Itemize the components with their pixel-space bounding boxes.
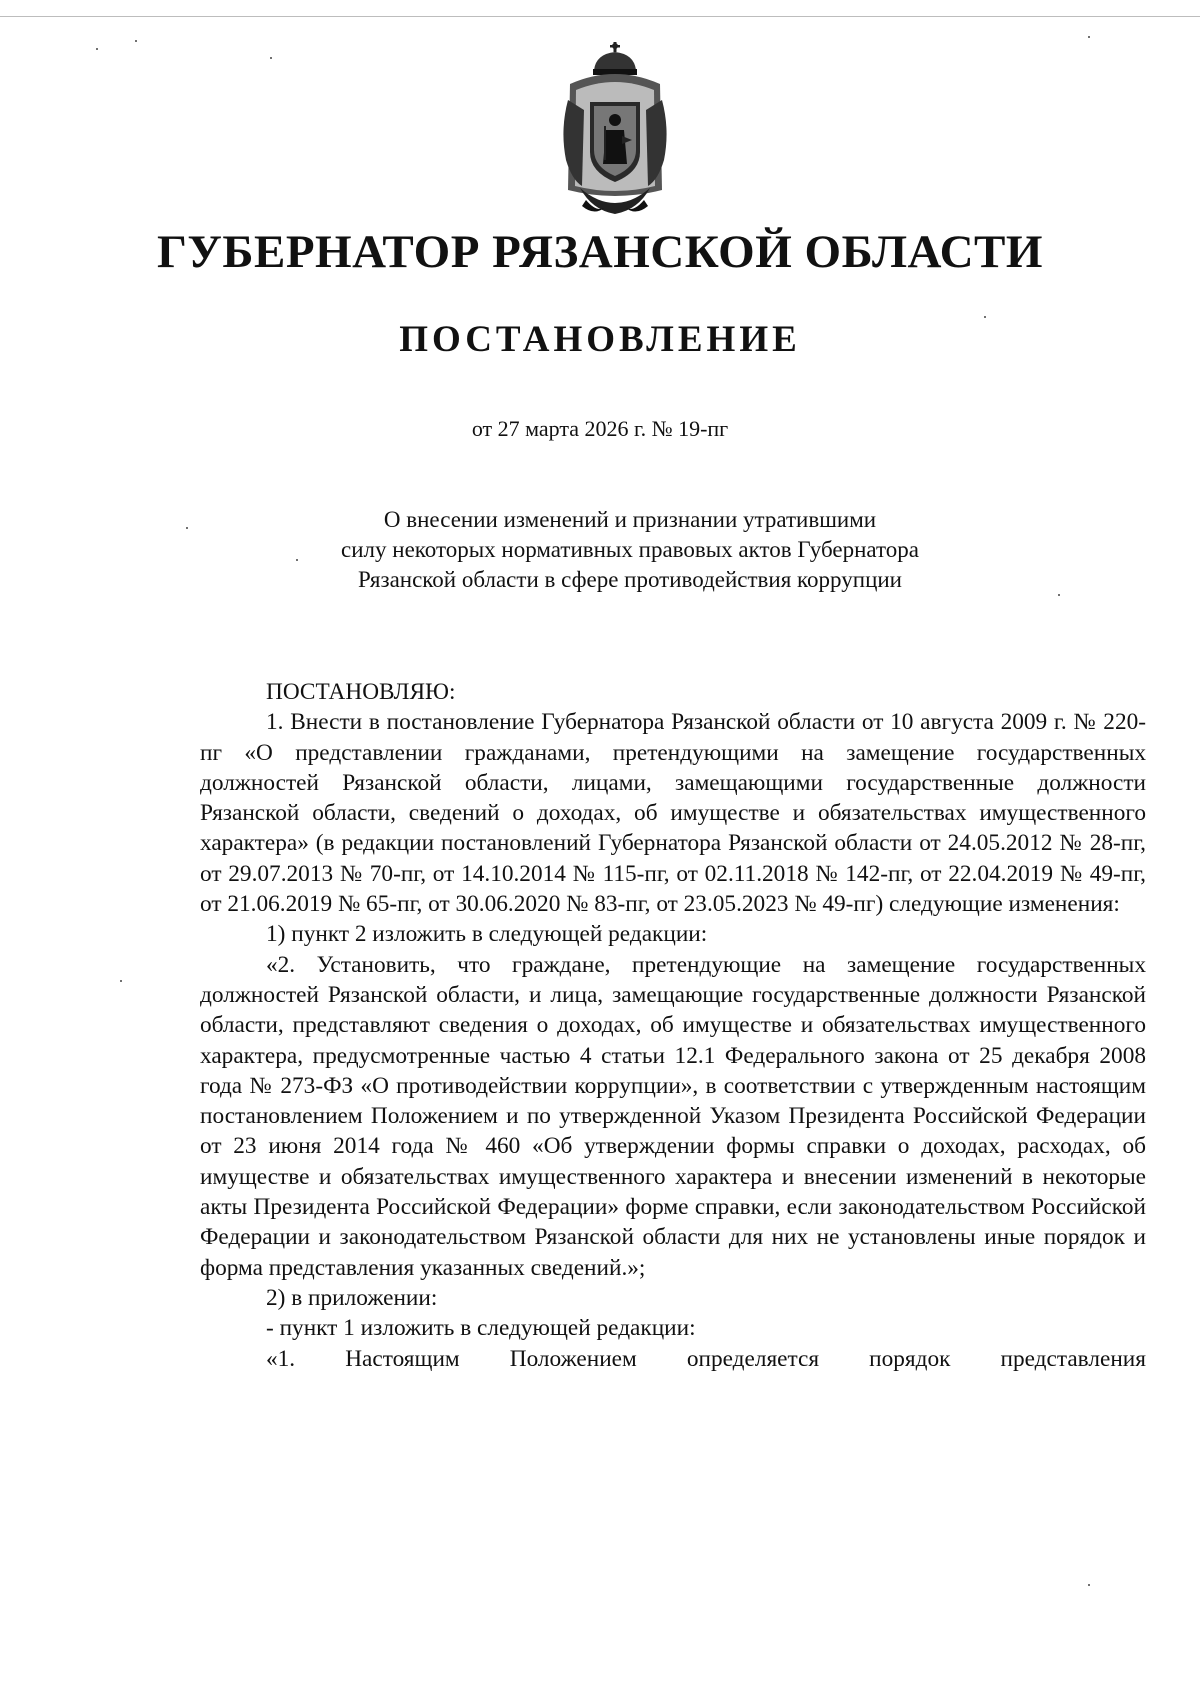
paragraph: - пункт 1 изложить в следующей редакции: [266,1315,696,1342]
subject-line: Рязанской области в сфере противодействия коррупции [358,567,902,592]
paragraph: 1) пункт 2 изложить в следующей редакции: [266,921,708,948]
scan-speck [96,48,98,50]
scan-speck [1088,1584,1090,1586]
scan-speck [1058,594,1060,596]
document-body [200,677,1146,1374]
paragraph: 2) в приложении: [266,1284,438,1311]
paragraph: 1. Внести в постановление Губернатора Рязанской области от 10 августа 2009 г. № 220-пг «О представлении гражданами, претендующими на замещение государственных должностей Рязанской области, лицами, замещающими государственные должности Рязанской области, сведений о доходах, об имуществе и обязательствах имущественного характера» (в редакции постановлений Губернатора Рязанской области от 24.05.2012 № 28-пг, от 29.07.2013 № 70-пг, от 14.10.2014 № 115-пг, от 02.11.2018 № 142-пг, от 22.04.2019 № 49-пг, от 21.06.2019 № 65-пг, от 30.06.2020 № 83-пг, от 23.05.2023 № 49-пг) следующие изменения: [200,709,1146,918]
scan-speck [120,980,122,982]
ryazan-coat-of-arms-icon [556,40,674,220]
paragraph: «1. Настоящим Положением определяется порядок представления [266,1345,1146,1372]
document-subject [240,505,1020,595]
scan-speck [296,559,298,561]
scan-speck [135,40,137,42]
organization-title: ГУБЕРНАТОР РЯЗАНСКОЙ ОБЛАСТИ [157,226,1043,278]
scan-speck [186,527,188,529]
scan-speck [1088,36,1090,38]
subject-line: О внесении изменений и признании утратившими [383,507,877,532]
scan-speck [270,57,272,59]
paragraph: «2. Установить, что граждане, претендующие на замещение государственных должностей Рязанской области, и лица, замещающие государственные должности Рязанской области, представляют сведения о доходах, об имуществе и обязательствах имущественного характера, предусмотренные частью 4 статьи 12.1 Федерального закона от 25 декабря 2008 года № 273-ФЗ «О противодействии коррупции», в соответствии с утвержденным настоящим постановлением Положением и по утвержденной Указом Президента Российской Федерации от 23 июня 2014 года № 460 «Об утверждении формы справки о доходах, расходах, об имуществе и обязательствах имущественного характера и внесении изменений в некоторые акты Президента Российской Федерации» форме справки, если законодательством Российской Федерации и законодательством Рязанской области для них не установлены иные порядок и форма представления указанных сведений.»; [200,951,1146,1281]
document-date-number: от 27 марта 2026 г. № 19-пг [471,416,729,441]
subject-line: силу некоторых нормативных правовых актов Губернатора [341,537,919,562]
scan-speck [984,316,986,318]
decree-word: ПОСТАНОВЛЯЮ: [266,679,456,705]
document-type: ПОСТАНОВЛЕНИЕ [399,319,801,360]
scan-border-line [0,16,1200,17]
